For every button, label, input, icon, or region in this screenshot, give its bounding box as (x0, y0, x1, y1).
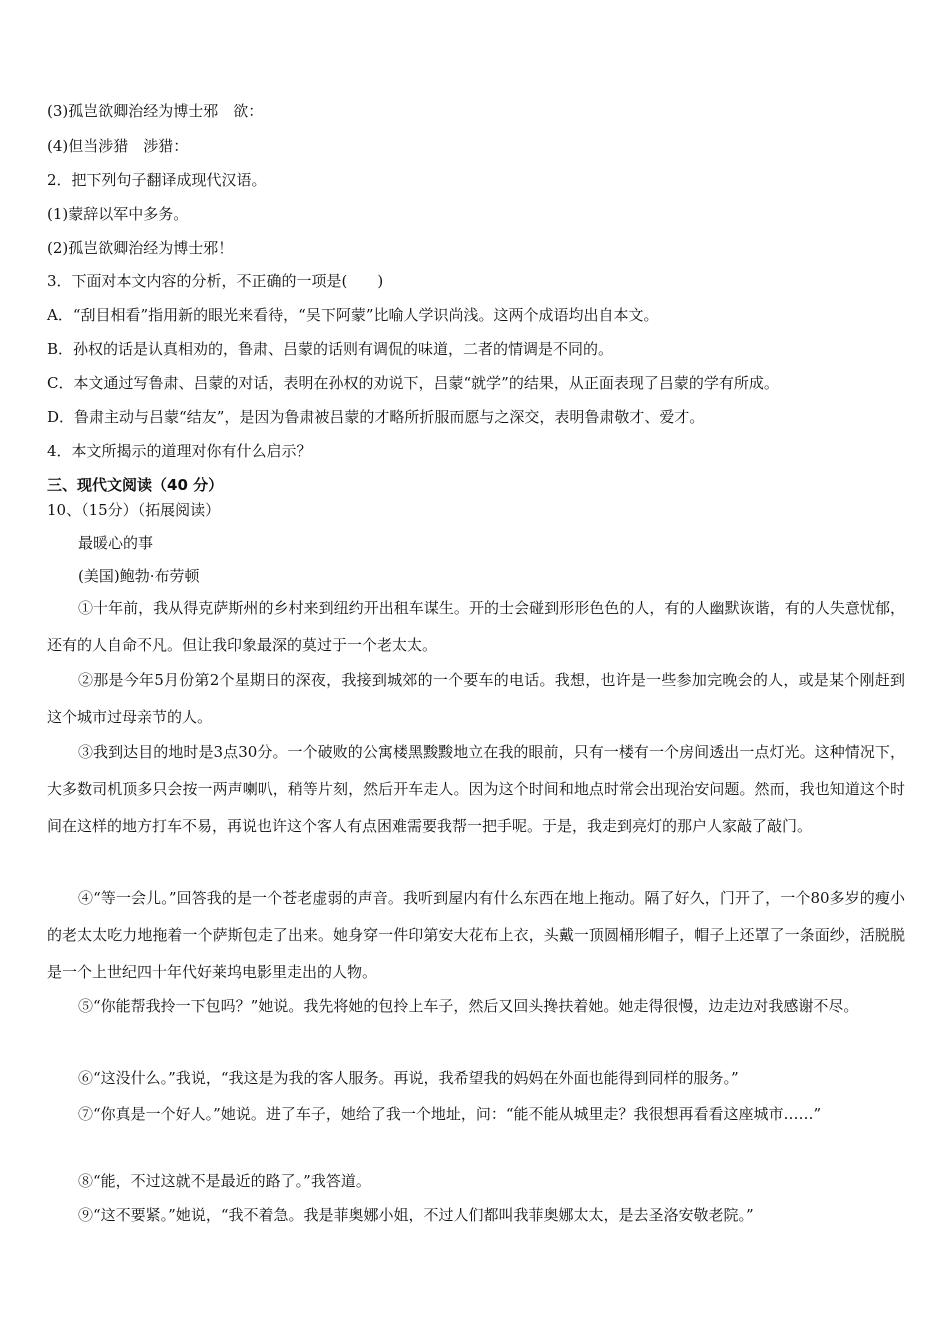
passage-author: (美国)鲍勃·布劳顿 (78, 567, 200, 585)
passage-paragraph: ⑦“你真是一个好人。”她说。进了车子，她给了我一个地址，问：“能不能从城里走？我很想再看看这座城市……” (78, 1105, 822, 1123)
passage-paragraph: ⑥“这没什么。”我说，“我这是为我的客人服务。再说，我希望我的妈妈在外面也能得到同样的服务。” (78, 1069, 739, 1087)
section-3-heading: 三、现代文阅读（40 分） (47, 476, 224, 494)
question-3-option-a: A．“刮目相看”指用新的眼光来看待，“吴下阿蒙”比喻人学识尚浅。这两个成语均出自本文。 (47, 306, 659, 324)
question-1-item-3: (3)孤岂欲卿治经为博士邪 欲： (47, 102, 264, 120)
question-1-item-4: (4)但当涉猎 涉猎： (47, 137, 189, 155)
question-3-option-b: B．孙权的话是认真相劝的，鲁肃、吕蒙的话则有调侃的味道，二者的情调是不同的。 (47, 340, 614, 358)
passage-paragraph: ③我到达目的地时是3点30分。一个破败的公寓楼黑黢黢地立在我的眼前，只有一楼有一个房间透出一点灯光。这种情况下，大多数司机顶多只会按一两声喇叭，稍等片刻，然后开车走人。因为这个时间和地点时常会出现治安问题。然而，我也知道这个时间在这样的地方打车不易，再说也许这个客人有点困难需要我帮一把手呢。于是，我走到亮灯的那户人家敲了敲门。 (47, 743, 905, 835)
passage-paragraph: ⑤“你能帮我拎一下包吗？”她说。我先将她的包拎上车子，然后又回头搀扶着她。她走得很慢，边走边对我感谢不尽。 (78, 997, 859, 1015)
question-4-prompt: 4．本文所揭示的道理对你有什么启示？ (47, 442, 312, 460)
passage-paragraph: ⑧“能，不过这就不是最近的路了。”我答道。 (78, 1172, 371, 1190)
passage-paragraph: ④“等一会儿。”回答我的是一个苍老虚弱的声音。我听到屋内有什么东西在地上拖动。隔了好久，门开了，一个80多岁的瘦小的老太太吃力地拖着一个萨斯包走了出来。她身穿一件印第安大花布上衣，头戴一顶圆桶形帽子，帽子上还罩了一条面纱，活脱脱是一个上世纪四十年代好莱坞电影里走出的人物。 (47, 889, 905, 981)
passage-paragraph: ②那是今年5月份第2个星期日的深夜，我接到城郊的一个要车的电话。我想，也许是一些参加完晚会的人，或是某个刚赶到这个城市过母亲节的人。 (47, 671, 905, 726)
passage-paragraph: ①十年前，我从得克萨斯州的乡村来到纽约开出租车谋生。开的士会碰到形形色色的人，有的人幽默诙谐，有的人失意忧郁，还有的人自命不凡。但让我印象最深的莫过于一个老太太。 (47, 599, 905, 654)
question-3-option-d: D．鲁肃主动与吕蒙“结友”，是因为鲁肃被吕蒙的才略所折服而愿与之深交，表明鲁肃敬才、爱才。 (47, 408, 705, 426)
question-2-item-1: (1)蒙辞以军中多务。 (47, 205, 189, 223)
question-3-option-c: C．本文通过写鲁肃、吕蒙的对话，表明在孙权的劝说下，吕蒙“就学”的结果，从正面表现了吕蒙的学有所成。 (47, 374, 779, 392)
question-2-prompt: 2．把下列句子翻译成现代汉语。 (47, 171, 267, 189)
question-2-item-2: (2)孤岂欲卿治经为博士邪！ (47, 239, 234, 257)
question-10-label: 10、（15分）（拓展阅读） (47, 501, 221, 519)
passage-title: 最暖心的事 (78, 534, 154, 552)
passage-paragraph: ⑨“这不要紧。”她说，“我不着急。我是菲奥娜小姐，不过人们都叫我菲奥娜太太，是去圣洛安敬老院。” (78, 1206, 754, 1224)
question-3-prompt: 3．下面对本文内容的分析，不正确的一项是( ) (47, 272, 384, 290)
